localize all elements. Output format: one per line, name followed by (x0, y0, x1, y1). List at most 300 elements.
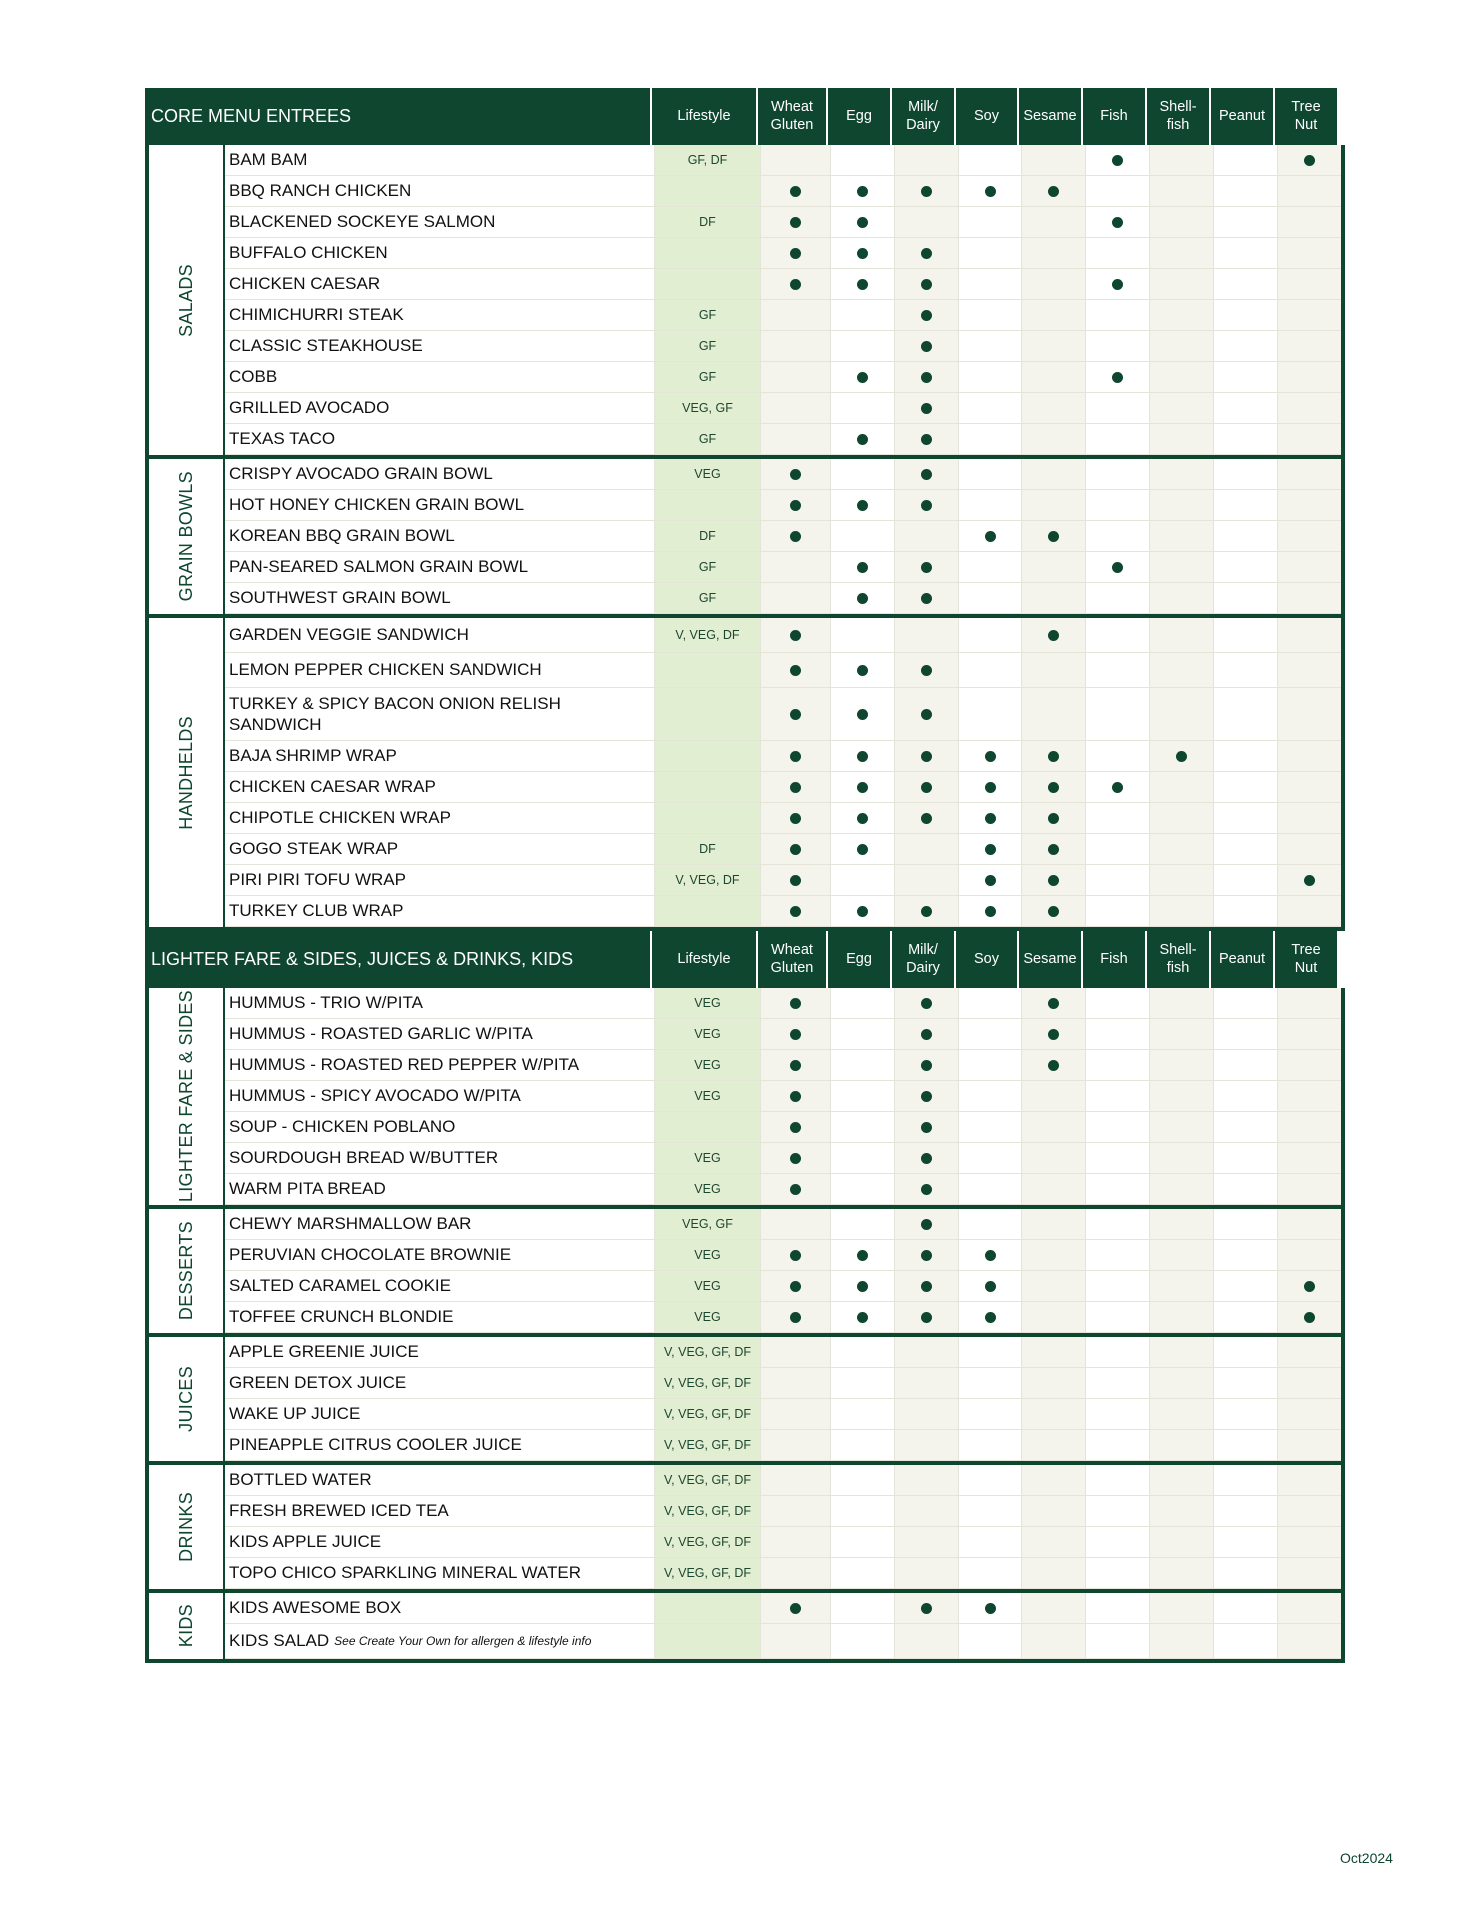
allergen-cell (1085, 741, 1149, 772)
lifestyle-cell: VEG (654, 1302, 760, 1333)
lifestyle-cell (654, 772, 760, 803)
allergen-cell (830, 1558, 894, 1589)
item-name (225, 552, 654, 583)
category-text: LIGHTER FARE & SIDES (175, 990, 196, 1203)
allergen-cell (1085, 1143, 1149, 1174)
allergen-cell (1213, 424, 1277, 455)
allergen-dot (921, 186, 932, 197)
allergen-dot (1048, 875, 1059, 886)
allergen-cell (830, 362, 894, 393)
allergen-cell (1085, 865, 1149, 896)
allergen-cell (1021, 1527, 1085, 1558)
allergen-cell (760, 1112, 830, 1143)
allergen-cell (1085, 1368, 1149, 1399)
allergen-cell (1277, 424, 1341, 455)
allergen-cell (1021, 772, 1085, 803)
allergen-cell (1149, 521, 1213, 552)
allergen-cell (760, 803, 830, 834)
allergen-dot (1304, 1312, 1315, 1323)
allergen-cell (1213, 1399, 1277, 1430)
allergen-dot (985, 875, 996, 886)
item-name (225, 583, 654, 614)
allergen-dot (790, 906, 801, 917)
lifestyle-cell: GF (654, 552, 760, 583)
allergen-dot (1048, 1029, 1059, 1040)
allergen-cell (1213, 618, 1277, 653)
allergen-cell (830, 1050, 894, 1081)
allergen-dot (985, 1603, 996, 1614)
allergen-cell (1085, 1527, 1149, 1558)
item-name-text: SOUP - CHICKEN POBLANO (229, 1117, 456, 1137)
allergen-cell (1277, 1465, 1341, 1496)
category-label (149, 988, 225, 1205)
table-title: CORE MENU ENTREES (145, 88, 650, 145)
allergen-cell (830, 741, 894, 772)
allergen-cell (1149, 1302, 1213, 1333)
allergen-cell (958, 1496, 1021, 1527)
allergen-cell (1213, 145, 1277, 176)
allergen-cell (1277, 1337, 1341, 1368)
allergen-cell (1277, 1558, 1341, 1589)
allergen-cell (1149, 834, 1213, 865)
allergen-dot (921, 310, 932, 321)
category-label (149, 618, 225, 927)
allergen-cell (1277, 1143, 1341, 1174)
item-name (225, 145, 654, 176)
allergen-cell (1277, 653, 1341, 688)
item-name (225, 1558, 654, 1589)
allergen-dot (985, 844, 996, 855)
allergen-cell (894, 1465, 958, 1496)
column-header-lifestyle: Lifestyle (650, 931, 756, 988)
allergen-cell (1277, 1302, 1341, 1333)
allergen-cell (760, 1019, 830, 1050)
allergen-dot (921, 469, 932, 480)
allergen-cell (1021, 688, 1085, 741)
allergen-cell (1213, 1527, 1277, 1558)
item-name (225, 688, 654, 741)
column-header-shell-fish: Shell- fish (1145, 931, 1209, 988)
allergen-cell (958, 1465, 1021, 1496)
allergen-dot (1112, 562, 1123, 573)
item-note: See Create Your Own for allergen & lifestyle info (334, 1633, 592, 1648)
allergen-cell (1021, 803, 1085, 834)
allergen-cell (830, 988, 894, 1019)
allergen-dot (857, 1281, 868, 1292)
allergen-cell (1021, 618, 1085, 653)
allergen-cell (1085, 772, 1149, 803)
lifestyle-cell: V, VEG, GF, DF (654, 1337, 760, 1368)
allergen-cell (1085, 1209, 1149, 1240)
allergen-dot (790, 751, 801, 762)
allergen-dot (790, 1603, 801, 1614)
item-name-text: KIDS AWESOME BOX (229, 1598, 402, 1618)
allergen-cell (1213, 1174, 1277, 1205)
allergen-cell (1149, 1050, 1213, 1081)
allergen-cell (1277, 362, 1341, 393)
allergen-cell (1213, 1240, 1277, 1271)
allergen-cell (1149, 176, 1213, 207)
column-header-lifestyle: Lifestyle (650, 88, 756, 145)
item-name-text: TURKEY CLUB WRAP (229, 901, 404, 921)
allergen-dot (985, 1250, 996, 1261)
lifestyle-cell: V, VEG, DF (654, 618, 760, 653)
allergen-cell (1085, 1496, 1149, 1527)
allergen-cell (1277, 1050, 1341, 1081)
allergen-cell (1149, 1399, 1213, 1430)
allergen-cell (958, 1271, 1021, 1302)
allergen-cell (1213, 269, 1277, 300)
allergen-dot (921, 1281, 932, 1292)
category-label (149, 459, 225, 614)
allergen-cell (894, 207, 958, 238)
category-text: DRINKS (175, 1492, 196, 1562)
allergen-cell (1149, 1240, 1213, 1271)
allergen-dot (921, 665, 932, 676)
allergen-cell (958, 521, 1021, 552)
allergen-dot (921, 709, 932, 720)
allergen-cell (760, 1081, 830, 1112)
item-name-text: CHEWY MARSHMALLOW BAR (229, 1214, 472, 1234)
allergen-cell (830, 238, 894, 269)
allergen-dot (921, 906, 932, 917)
allergen-cell (894, 653, 958, 688)
allergen-dot (921, 248, 932, 259)
allergen-dot (985, 751, 996, 762)
allergen-cell (760, 688, 830, 741)
column-header-soy: Soy (954, 88, 1017, 145)
allergen-cell (760, 269, 830, 300)
allergen-cell (1213, 1430, 1277, 1461)
allergen-cell (1277, 618, 1341, 653)
allergen-cell (1085, 1271, 1149, 1302)
allergen-cell (958, 1019, 1021, 1050)
allergen-cell (958, 145, 1021, 176)
allergen-cell (830, 865, 894, 896)
item-name (225, 865, 654, 896)
item-name-text: APPLE GREENIE JUICE (229, 1342, 419, 1362)
lifestyle-cell: VEG (654, 1081, 760, 1112)
allergen-dot (921, 593, 932, 604)
section-grain-bowls (145, 459, 1345, 618)
allergen-cell (1021, 988, 1085, 1019)
allergen-cell (1085, 1050, 1149, 1081)
allergen-cell (1021, 424, 1085, 455)
allergen-cell (958, 1112, 1021, 1143)
allergen-cell (1213, 300, 1277, 331)
allergen-cell (1085, 653, 1149, 688)
allergen-cell (1021, 653, 1085, 688)
allergen-cell (1149, 1368, 1213, 1399)
item-name-text: WARM PITA BREAD (229, 1179, 386, 1199)
allergen-cell (1085, 521, 1149, 552)
lifestyle-cell: VEG, GF (654, 1209, 760, 1240)
allergen-dot (790, 1029, 801, 1040)
allergen-dot (921, 751, 932, 762)
allergen-cell (958, 1430, 1021, 1461)
allergen-cell (1149, 459, 1213, 490)
allergen-cell (1213, 1624, 1277, 1659)
allergen-cell (1085, 331, 1149, 362)
allergen-cell (1021, 1430, 1085, 1461)
allergen-cell (894, 1593, 958, 1624)
allergen-dot (921, 1091, 932, 1102)
allergen-cell (1149, 300, 1213, 331)
allergen-cell (1213, 1465, 1277, 1496)
lifestyle-cell: VEG (654, 1050, 760, 1081)
allergen-cell (1021, 269, 1085, 300)
allergen-cell (958, 834, 1021, 865)
allergen-dot (985, 1281, 996, 1292)
allergen-cell (1277, 490, 1341, 521)
item-name (225, 988, 654, 1019)
item-name-text: SOUTHWEST GRAIN BOWL (229, 588, 451, 608)
item-name (225, 1112, 654, 1143)
allergen-cell (830, 1271, 894, 1302)
allergen-dot (790, 782, 801, 793)
item-name (225, 1399, 654, 1430)
section-drinks (145, 1465, 1345, 1593)
allergen-cell (1277, 207, 1341, 238)
allergen-dot (921, 341, 932, 352)
allergen-cell (958, 1143, 1021, 1174)
allergen-cell (1149, 1112, 1213, 1143)
allergen-cell (894, 688, 958, 741)
allergen-cell (1277, 988, 1341, 1019)
allergen-cell (830, 300, 894, 331)
item-name (225, 834, 654, 865)
allergen-cell (760, 1337, 830, 1368)
allergen-cell (958, 1593, 1021, 1624)
allergen-cell (1213, 988, 1277, 1019)
allergen-cell (1149, 1465, 1213, 1496)
allergen-dot (921, 1250, 932, 1261)
allergen-cell (760, 618, 830, 653)
allergen-cell (1213, 1337, 1277, 1368)
table-header (145, 88, 1345, 145)
allergen-cell (1085, 362, 1149, 393)
allergen-cell (830, 1624, 894, 1659)
allergen-cell (894, 834, 958, 865)
allergen-dot (1112, 155, 1123, 166)
item-name (225, 176, 654, 207)
allergen-cell (958, 552, 1021, 583)
allergen-cell (1149, 1143, 1213, 1174)
allergen-cell (958, 1174, 1021, 1205)
lifestyle-cell (654, 896, 760, 927)
allergen-cell (1085, 988, 1149, 1019)
allergen-cell (1277, 300, 1341, 331)
allergen-cell (760, 552, 830, 583)
allergen-cell (1277, 1527, 1341, 1558)
table-title: LIGHTER FARE & SIDES, JUICES & DRINKS, KIDS (145, 931, 650, 988)
allergen-cell (760, 1558, 830, 1589)
allergen-cell (1085, 238, 1149, 269)
allergen-cell (760, 1430, 830, 1461)
allergen-cell (1149, 865, 1213, 896)
lifestyle-cell (654, 688, 760, 741)
allergen-cell (958, 362, 1021, 393)
allergen-cell (1213, 653, 1277, 688)
allergen-dot (985, 186, 996, 197)
item-name-text: BBQ RANCH CHICKEN (229, 181, 412, 201)
allergen-dot (1048, 531, 1059, 542)
allergen-cell (830, 1399, 894, 1430)
lifestyle-cell (654, 269, 760, 300)
allergen-cell (894, 988, 958, 1019)
allergen-cell (1021, 1081, 1085, 1112)
allergen-cell (1021, 1337, 1085, 1368)
allergen-dot (921, 1029, 932, 1040)
allergen-cell (760, 207, 830, 238)
allergen-cell (958, 772, 1021, 803)
allergen-cell (1149, 207, 1213, 238)
lifestyle-cell: VEG (654, 1240, 760, 1271)
allergen-cell (1277, 1112, 1341, 1143)
allergen-cell (894, 1624, 958, 1659)
allergen-cell (1085, 834, 1149, 865)
allergen-cell (1085, 1081, 1149, 1112)
allergen-cell (1149, 1081, 1213, 1112)
allergen-cell (958, 988, 1021, 1019)
allergen-cell (1277, 834, 1341, 865)
allergen-cell (1149, 1496, 1213, 1527)
allergen-dot (790, 709, 801, 720)
lifestyle-cell: GF (654, 583, 760, 614)
allergen-cell (1021, 1558, 1085, 1589)
item-name (225, 741, 654, 772)
allergen-cell (894, 1337, 958, 1368)
allergen-cell (894, 362, 958, 393)
allergen-cell (958, 1558, 1021, 1589)
allergen-cell (760, 1593, 830, 1624)
allergen-cell (1021, 1302, 1085, 1333)
allergen-cell (830, 459, 894, 490)
allergen-dot (985, 813, 996, 824)
allergen-cell (1021, 207, 1085, 238)
item-name-text: HUMMUS - ROASTED RED PEPPER W/PITA (229, 1055, 580, 1075)
allergen-cell (760, 1209, 830, 1240)
allergen-cell (1021, 583, 1085, 614)
item-name-text: BAM BAM (229, 150, 308, 170)
item-name (225, 803, 654, 834)
allergen-cell (894, 583, 958, 614)
allergen-cell (894, 521, 958, 552)
allergen-cell (760, 653, 830, 688)
column-header-peanut: Peanut (1209, 931, 1273, 988)
allergen-dot (985, 1312, 996, 1323)
allergen-cell (760, 1465, 830, 1496)
allergen-cell (830, 896, 894, 927)
allergen-dot (790, 186, 801, 197)
allergen-dot (790, 1250, 801, 1261)
allergen-dot (985, 531, 996, 542)
allergen-cell (1085, 1593, 1149, 1624)
item-name-text: TEXAS TACO (229, 429, 336, 449)
allergen-dot (921, 562, 932, 573)
allergen-cell (1085, 1465, 1149, 1496)
allergen-cell (1277, 521, 1341, 552)
allergen-cell (894, 300, 958, 331)
allergen-cell (1277, 459, 1341, 490)
allergen-dot (857, 844, 868, 855)
lifestyle-cell (654, 741, 760, 772)
item-name-text: CRISPY AVOCADO GRAIN BOWL (229, 464, 493, 484)
item-name-text: FRESH BREWED ICED TEA (229, 1501, 449, 1521)
item-name (225, 653, 654, 688)
lifestyle-cell: GF, DF (654, 145, 760, 176)
lifestyle-cell: VEG (654, 1271, 760, 1302)
allergen-menu (145, 88, 1345, 1663)
allergen-cell (1021, 176, 1085, 207)
allergen-cell (1021, 1368, 1085, 1399)
allergen-cell (1213, 583, 1277, 614)
allergen-dot (857, 434, 868, 445)
item-name-text: CHICKEN CAESAR WRAP (229, 777, 436, 797)
allergen-cell (1277, 1399, 1341, 1430)
allergen-cell (1149, 238, 1213, 269)
item-name (225, 1527, 654, 1558)
allergen-cell (830, 1368, 894, 1399)
item-name-text: HUMMUS - TRIO W/PITA (229, 993, 423, 1013)
allergen-cell (1021, 865, 1085, 896)
allergen-cell (760, 145, 830, 176)
column-header-sesame: Sesame (1017, 88, 1081, 145)
item-name-text: HUMMUS - ROASTED GARLIC W/PITA (229, 1024, 533, 1044)
allergen-cell (830, 1081, 894, 1112)
category-label (149, 1465, 225, 1589)
allergen-cell (1149, 1174, 1213, 1205)
allergen-cell (760, 1399, 830, 1430)
allergen-cell (1021, 362, 1085, 393)
item-name (225, 393, 654, 424)
allergen-cell (760, 834, 830, 865)
allergen-cell (958, 618, 1021, 653)
allergen-cell (894, 1558, 958, 1589)
allergen-cell (830, 331, 894, 362)
allergen-cell (830, 1209, 894, 1240)
allergen-cell (1149, 1593, 1213, 1624)
allergen-dot (857, 1250, 868, 1261)
allergen-dot (790, 469, 801, 480)
allergen-dot (921, 500, 932, 511)
allergen-cell (1213, 1496, 1277, 1527)
allergen-cell (1021, 1209, 1085, 1240)
allergen-cell (1213, 865, 1277, 896)
allergen-dot (790, 1184, 801, 1195)
allergen-dot (921, 434, 932, 445)
allergen-cell (894, 803, 958, 834)
allergen-dot (790, 279, 801, 290)
lifestyle-cell: V, VEG, GF, DF (654, 1430, 760, 1461)
item-name (225, 1081, 654, 1112)
item-name-text: TOPO CHICO SPARKLING MINERAL WATER (229, 1563, 582, 1583)
category-text: GRAIN BOWLS (175, 471, 196, 602)
allergen-cell (760, 300, 830, 331)
lifestyle-cell: VEG (654, 1019, 760, 1050)
allergen-dot (985, 906, 996, 917)
allergen-cell (760, 1050, 830, 1081)
allergen-cell (760, 238, 830, 269)
allergen-cell (894, 1112, 958, 1143)
allergen-dot (790, 1091, 801, 1102)
allergen-cell (894, 1527, 958, 1558)
column-header-shell-fish: Shell- fish (1145, 88, 1209, 145)
allergen-dot (921, 1219, 932, 1230)
allergen-cell (1213, 1112, 1277, 1143)
allergen-cell (1085, 1240, 1149, 1271)
allergen-cell (760, 1527, 830, 1558)
